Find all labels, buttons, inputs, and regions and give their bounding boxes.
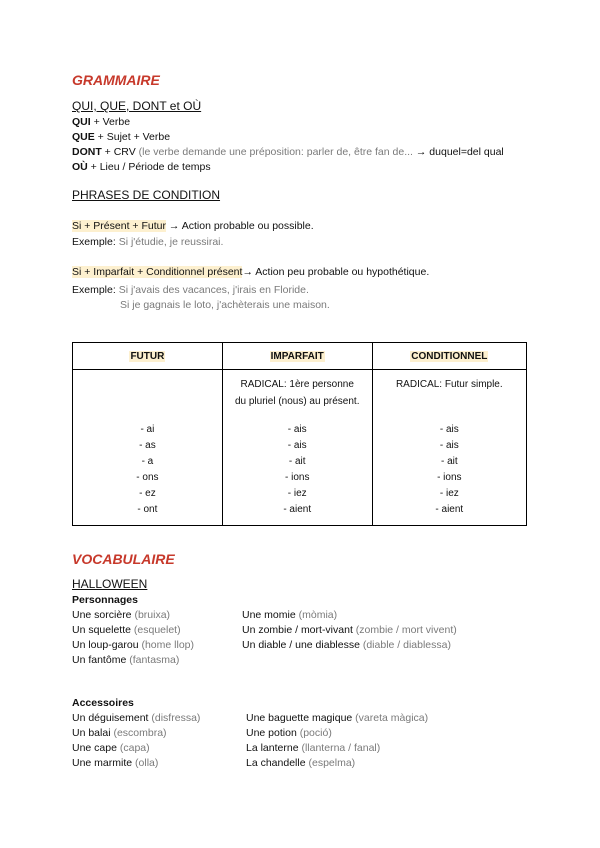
rule-que	[72, 130, 170, 145]
rule-dont-text: + CRV	[101, 146, 136, 158]
rule-qui	[72, 115, 130, 130]
ending: - iez	[287, 488, 307, 499]
rule-qui-text: + Verbe	[90, 116, 131, 128]
imparfait-radical: RADICAL: 1ère personne du pluriel (nous) au présent.	[234, 379, 360, 407]
imparfait-endings	[224, 422, 371, 518]
list-item: Une potion (poció)	[246, 727, 332, 739]
list-item: Une baguette magique (vareta màgica)	[246, 712, 429, 724]
rule-qui-word: QUI	[72, 116, 91, 128]
example-text-2b: Si je gagnais le loto, j'achèterais une maison.	[120, 299, 330, 311]
condition-example-2	[72, 283, 309, 298]
rule-que-word: QUE	[72, 131, 95, 143]
list-item: Un diable / une diablesse (diable / diablessa)	[242, 639, 451, 651]
cell-futur	[73, 370, 223, 526]
example-label-2: Exemple:	[72, 284, 116, 296]
rule-dont-word: DONT	[72, 146, 102, 158]
rule-ou	[72, 160, 211, 175]
personnages-heading: Personnages	[72, 594, 138, 606]
list-item: La chandelle (espelma)	[246, 757, 356, 769]
halloween-heading: HALLOWEEN	[72, 577, 148, 591]
header-futur: FUTUR	[73, 343, 223, 370]
example-text-1: Si j'étudie, je reussirai.	[115, 236, 224, 248]
list-item: Une marmite (olla)	[72, 757, 159, 769]
ending: - aient	[435, 504, 464, 515]
condition-rule-1	[72, 219, 314, 234]
ending: - ont	[137, 504, 158, 515]
accessoires-right-list	[246, 711, 428, 771]
conditionnel-endings	[374, 422, 525, 518]
ending: - ait	[288, 456, 306, 467]
list-item: Une cape (capa)	[72, 742, 150, 754]
list-item: Un déguisement (disfressa)	[72, 712, 201, 724]
rule-dont	[72, 145, 504, 160]
list-item: Un balai (escombra)	[72, 727, 167, 739]
example-label-1: Exemple:	[72, 236, 116, 248]
ending: - ais	[287, 424, 307, 435]
condition-formula-2: Si + Imparfait + Conditionnel présent	[72, 266, 243, 278]
condition-rule-2	[72, 265, 429, 280]
personnages-right-list	[242, 608, 457, 653]
vocabulaire-title: VOCABULAIRE	[72, 551, 175, 567]
list-item: Un zombie / mort-vivant (zombie / mort vivent)	[242, 624, 457, 636]
personnages-left-list	[72, 608, 194, 668]
list-item: Un squelette (esquelet)	[72, 624, 181, 636]
futur-endings	[74, 422, 221, 518]
conditionnel-radical: RADICAL: Futur simple.	[395, 379, 503, 390]
list-item: Un fantôme (fantasma)	[72, 654, 180, 666]
conditions-heading: PHRASES DE CONDITION	[72, 188, 221, 202]
pronoms-heading: QUI, QUE, DONT et OÙ	[72, 99, 202, 113]
condition-result-2: → Action peu probable ou hypothétique.	[242, 266, 430, 278]
ending: - as	[139, 440, 156, 451]
ending: - ons	[136, 472, 159, 483]
ending: - ais	[439, 440, 459, 451]
grammaire-title: GRAMMAIRE	[72, 72, 160, 88]
futur-radical-empty	[74, 376, 221, 410]
conjugation-table	[72, 342, 527, 526]
accessoires-left-list	[72, 711, 200, 771]
ending: - a	[141, 456, 154, 467]
example-text-2a: Si j'avais des vacances, j'irais en Floride.	[115, 284, 309, 296]
ending: - ais	[287, 440, 307, 451]
cell-conditionnel	[372, 370, 526, 526]
condition-formula-1: Si + Présent + Futur	[72, 220, 166, 232]
header-imparfait: IMPARFAIT	[222, 343, 372, 370]
ending: - ait	[440, 456, 458, 467]
ending: - ez	[139, 488, 156, 499]
rule-dont-tail: → duquel=del qual	[415, 146, 504, 158]
accessoires-heading: Accessoires	[72, 697, 134, 709]
ending: - aient	[283, 504, 312, 515]
ending: - ions	[437, 472, 462, 483]
list-item: Un loup-garou (home llop)	[72, 639, 194, 651]
table-header-row	[73, 343, 527, 370]
rule-que-text: + Sujet + Verbe	[94, 131, 171, 143]
header-conditionnel: CONDITIONNEL	[372, 343, 526, 370]
ending: - iez	[439, 488, 459, 499]
table-body-row	[73, 370, 527, 526]
rule-ou-word: OÙ	[72, 161, 88, 173]
rule-dont-note: (le verbe demande une préposition: parler de, être fan de...	[135, 146, 416, 158]
rule-ou-text: + Lieu / Période de temps	[87, 161, 211, 173]
ending: - ai	[140, 424, 155, 435]
list-item: Une sorcière (bruixa)	[72, 609, 171, 621]
list-item: La lanterne (llanterna / fanal)	[246, 742, 381, 754]
condition-result-1: → Action probable ou possible.	[165, 220, 314, 232]
ending: - ais	[439, 424, 459, 435]
ending: - ions	[284, 472, 310, 483]
cell-imparfait	[222, 370, 372, 526]
condition-example-1	[72, 235, 223, 250]
list-item: Une momie (mòmia)	[242, 609, 338, 621]
